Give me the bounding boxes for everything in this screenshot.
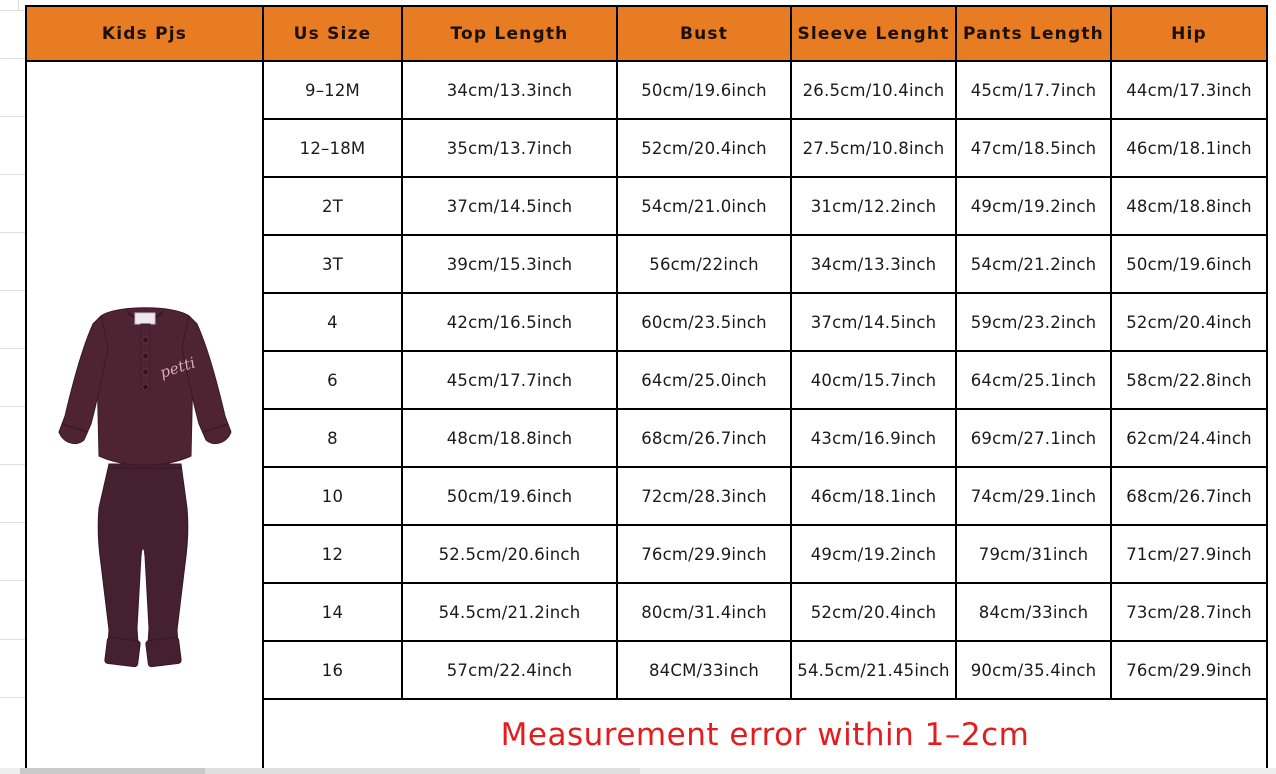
pants-cell: 54cm/21.2inch — [956, 235, 1111, 293]
size-cell: 12 — [263, 525, 402, 583]
hip-cell: 73cm/28.7inch — [1111, 583, 1267, 641]
margin-gridline — [0, 174, 25, 175]
sleeve-cell: 52cm/20.4inch — [791, 583, 956, 641]
sleeve-cell: 40cm/15.7inch — [791, 351, 956, 409]
top-length-cell: 54.5cm/21.2inch — [402, 583, 617, 641]
sleeve-cell: 46cm/18.1inch — [791, 467, 956, 525]
hip-cell: 76cm/29.9inch — [1111, 641, 1267, 699]
top-length-cell: 48cm/18.8inch — [402, 409, 617, 467]
horizontal-scrollbar[interactable] — [0, 768, 1276, 774]
header-us-size: Us Size — [263, 6, 402, 61]
product-photo-cell — [26, 61, 263, 771]
pants-cell: 49cm/19.2inch — [956, 177, 1111, 235]
size-chart-table — [25, 5, 1268, 772]
bust-cell: 72cm/28.3inch — [617, 467, 791, 525]
scrollbar-track-segment[interactable] — [205, 768, 640, 774]
bust-cell: 52cm/20.4inch — [617, 119, 791, 177]
kids-pajamas-image — [35, 298, 255, 683]
pants-cell: 90cm/35.4inch — [956, 641, 1111, 699]
hip-cell: 68cm/26.7inch — [1111, 467, 1267, 525]
top-length-cell: 34cm/13.3inch — [402, 61, 617, 119]
hip-cell: 62cm/24.4inch — [1111, 409, 1267, 467]
bust-cell: 84CM/33inch — [617, 641, 791, 699]
margin-gridline — [0, 232, 25, 233]
scrollbar-track-segment[interactable] — [640, 768, 1276, 774]
margin-gridline — [0, 10, 25, 11]
hip-cell: 71cm/27.9inch — [1111, 525, 1267, 583]
top-length-cell: 45cm/17.7inch — [402, 351, 617, 409]
header-pants-length: Pants Length — [956, 6, 1111, 61]
bust-cell: 56cm/22inch — [617, 235, 791, 293]
pants-cell: 59cm/23.2inch — [956, 293, 1111, 351]
bust-cell: 76cm/29.9inch — [617, 525, 791, 583]
margin-gridline — [0, 406, 25, 407]
hip-cell: 46cm/18.1inch — [1111, 119, 1267, 177]
pants-cell: 79cm/31inch — [956, 525, 1111, 583]
pants-cell: 84cm/33inch — [956, 583, 1111, 641]
top-length-cell: 57cm/22.4inch — [402, 641, 617, 699]
margin-gridline — [0, 522, 25, 523]
size-cell: 2T — [263, 177, 402, 235]
pants-cell: 64cm/25.1inch — [956, 351, 1111, 409]
size-cell: 6 — [263, 351, 402, 409]
top-length-cell: 37cm/14.5inch — [402, 177, 617, 235]
sleeve-cell: 54.5cm/21.45inch — [791, 641, 956, 699]
header-hip: Hip — [1111, 6, 1267, 61]
scrollbar-thumb[interactable] — [20, 768, 205, 774]
margin-gridline — [0, 116, 25, 117]
sleeve-cell: 34cm/13.3inch — [791, 235, 956, 293]
bust-cell: 80cm/31.4inch — [617, 583, 791, 641]
margin-gridline — [0, 464, 25, 465]
size-cell: 3T — [263, 235, 402, 293]
margin-gridline-vertical — [18, 0, 19, 10]
top-length-cell: 42cm/16.5inch — [402, 293, 617, 351]
pajama-illustration — [35, 298, 255, 683]
table-row — [26, 61, 1267, 119]
top-length-cell: 35cm/13.7inch — [402, 119, 617, 177]
top-length-cell: 52.5cm/20.6inch — [402, 525, 617, 583]
sleeve-cell: 31cm/12.2inch — [791, 177, 956, 235]
hip-cell: 50cm/19.6inch — [1111, 235, 1267, 293]
size-cell: 16 — [263, 641, 402, 699]
header-sleeve-length: Sleeve Lenght — [791, 6, 956, 61]
top-length-cell: 50cm/19.6inch — [402, 467, 617, 525]
bust-cell: 68cm/26.7inch — [617, 409, 791, 467]
pajama-top — [59, 307, 231, 464]
sleeve-cell: 26.5cm/10.4inch — [791, 61, 956, 119]
header-row — [26, 6, 1267, 61]
margin-gridline — [0, 639, 25, 640]
size-cell: 10 — [263, 467, 402, 525]
size-cell: 9–12M — [263, 61, 402, 119]
pants-cell: 45cm/17.7inch — [956, 61, 1111, 119]
sleeve-cell: 49cm/19.2inch — [791, 525, 956, 583]
hip-cell: 58cm/22.8inch — [1111, 351, 1267, 409]
top-length-cell: 39cm/15.3inch — [402, 235, 617, 293]
hip-cell: 48cm/18.8inch — [1111, 177, 1267, 235]
size-cell: 14 — [263, 583, 402, 641]
margin-gridline — [0, 580, 25, 581]
header-bust: Bust — [617, 6, 791, 61]
margin-gridline — [0, 58, 25, 59]
hip-cell: 52cm/20.4inch — [1111, 293, 1267, 351]
bust-cell: 54cm/21.0inch — [617, 177, 791, 235]
size-cell: 8 — [263, 409, 402, 467]
bust-cell: 64cm/25.0inch — [617, 351, 791, 409]
pajama-pants — [98, 464, 188, 667]
margin-gridline — [0, 697, 25, 698]
bust-cell: 50cm/19.6inch — [617, 61, 791, 119]
header-kids-pjs: Kids Pjs — [26, 6, 263, 61]
pants-cell: 69cm/27.1inch — [956, 409, 1111, 467]
sleeve-cell: 37cm/14.5inch — [791, 293, 956, 351]
bust-cell: 60cm/23.5inch — [617, 293, 791, 351]
sleeve-cell: 27.5cm/10.8inch — [791, 119, 956, 177]
pants-cell: 47cm/18.5inch — [956, 119, 1111, 177]
sleeve-cell: 43cm/16.9inch — [791, 409, 956, 467]
size-cell: 4 — [263, 293, 402, 351]
chest-logo-text: petti — [157, 352, 198, 382]
neck-label — [135, 313, 155, 324]
measurement-error-note: Measurement error within 1–2cm — [263, 699, 1267, 771]
header-top-length: Top Length — [402, 6, 617, 61]
pants-cell: 74cm/29.1inch — [956, 467, 1111, 525]
margin-gridline — [0, 290, 25, 291]
hip-cell: 44cm/17.3inch — [1111, 61, 1267, 119]
size-cell: 12–18M — [263, 119, 402, 177]
margin-gridline — [0, 348, 25, 349]
